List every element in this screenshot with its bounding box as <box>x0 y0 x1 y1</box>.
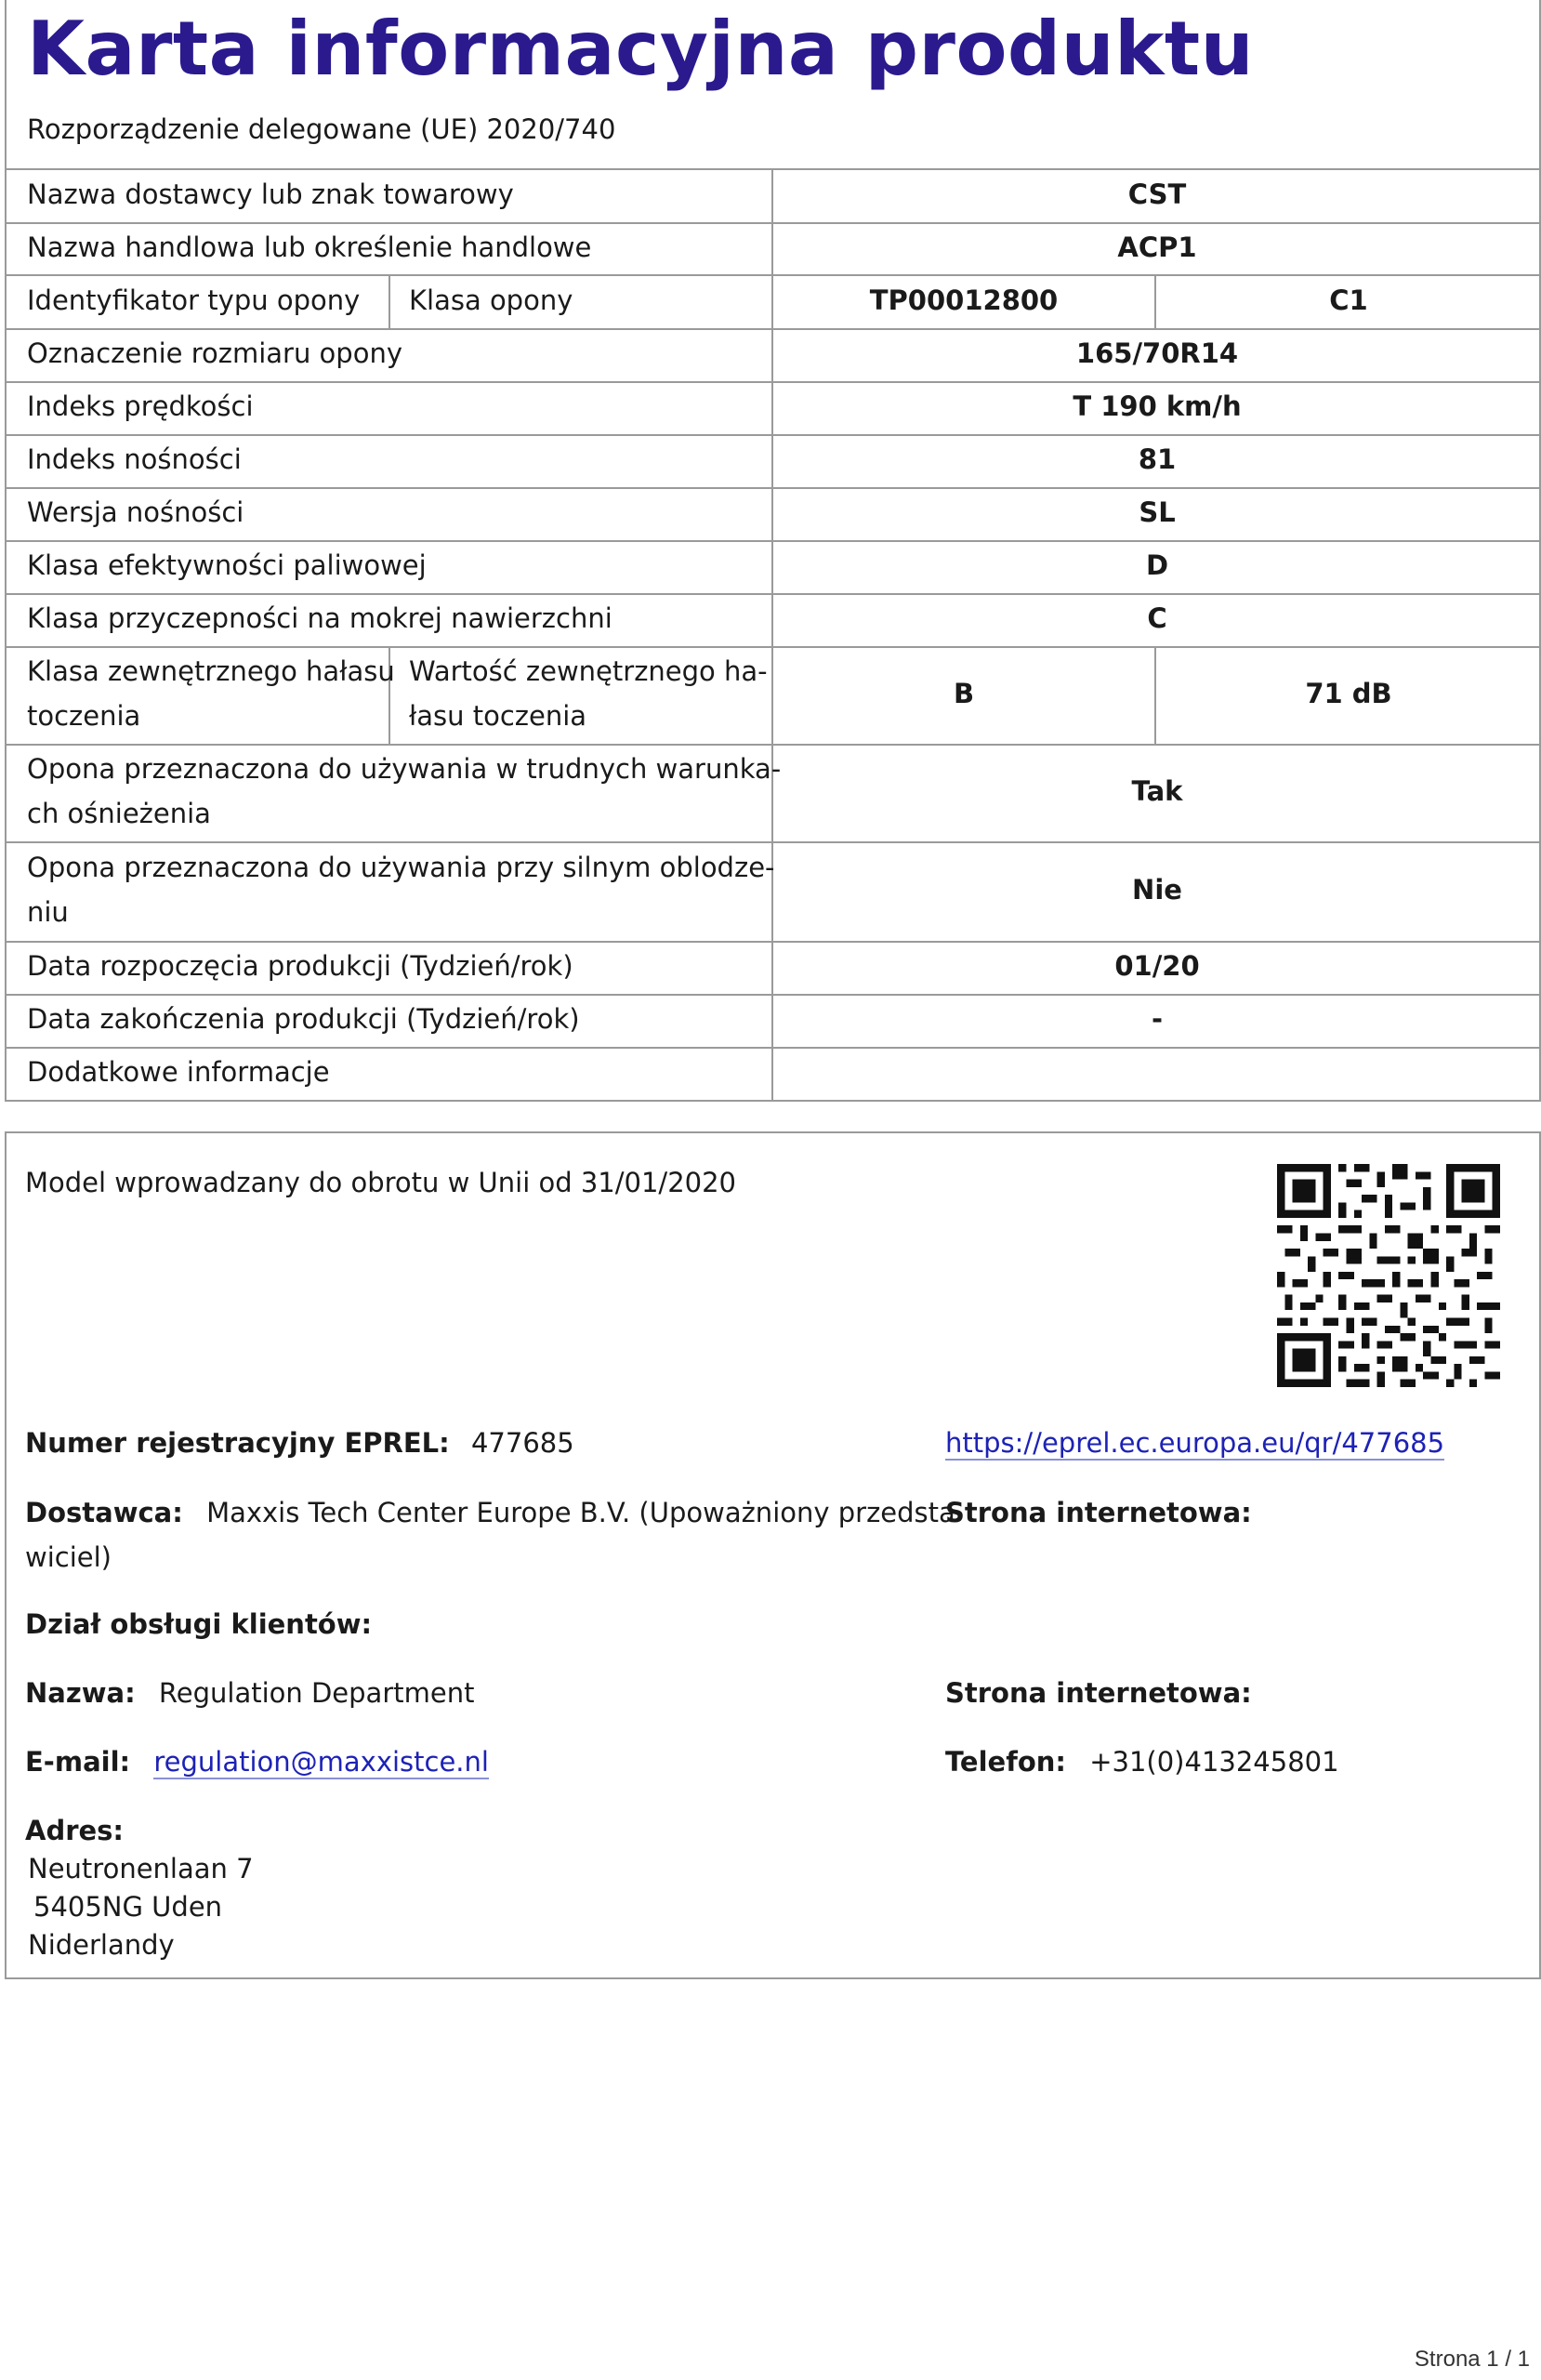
noise-value-label-line1: Wartość zewnętrznego ha- <box>409 655 768 687</box>
production-end-value: - <box>1151 1003 1164 1035</box>
production-start-value: 01/20 <box>1114 950 1200 982</box>
eprel-value: 477685 <box>470 1427 574 1459</box>
additional-info-label: Dodatkowe informacje <box>27 1056 330 1088</box>
load-value: 81 <box>1138 443 1177 475</box>
trade-name-label: Nazwa handlowa lub określenie handlowe <box>27 231 592 263</box>
name-row <box>25 1677 474 1709</box>
ice-label-line1: Opona przeznaczona do używania przy silnym oblodze- <box>27 852 775 883</box>
production-end-label: Data zakończenia produkcji (Tydzień/rok) <box>27 1003 580 1035</box>
type-id-label: Identyfikator typu opony <box>27 284 361 316</box>
eprel-row <box>25 1427 574 1459</box>
regulation-reference: Rozporządzenie delegowane (UE) 2020/740 <box>27 113 616 145</box>
email-row <box>25 1746 489 1778</box>
address-line-2: 5405NG Uden <box>33 1891 223 1923</box>
page-number: Strona 1 / 1 <box>1414 2347 1530 2372</box>
customer-service-label: Dział obsługi klientów: <box>25 1608 373 1640</box>
eprel-link-wrap <box>945 1427 1444 1459</box>
ice-value: Nie <box>1132 874 1182 906</box>
fuel-class-value: D <box>1145 549 1169 581</box>
divider <box>771 222 1539 224</box>
snow-label-line1: Opona przeznaczona do używania w trudnych warunka- <box>27 753 782 785</box>
eprel-link[interactable]: https://eprel.ec.europa.eu/qr/477685 <box>945 1427 1445 1459</box>
page-title: Karta informacyjna produktu <box>27 6 1255 92</box>
tyre-class-value: C1 <box>1329 284 1368 316</box>
name-value: Regulation Department <box>158 1677 475 1709</box>
name-label: Nazwa: <box>25 1677 136 1709</box>
model-intro: Model wprowadzany do obrotu w Unii od 31/01/2020 <box>25 1167 737 1198</box>
phone-label: Telefon: <box>945 1746 1066 1778</box>
address-label: Adres: <box>25 1815 125 1846</box>
speed-value: T 190 km/h <box>1073 390 1242 422</box>
ice-label-line2: niu <box>27 896 69 928</box>
supplier-row <box>25 1497 955 1528</box>
supplier-label: Nazwa dostawcy lub znak towarowy <box>27 178 514 210</box>
tyre-class-label: Klasa opony <box>409 284 573 316</box>
supplier-info-value-line1: Maxxis Tech Center Europe B.V. (Upoważniony przedsta <box>206 1497 955 1528</box>
qr-code[interactable] <box>1277 1164 1500 1387</box>
wet-grip-label: Klasa przyczepności na mokrej nawierzchni <box>27 602 612 634</box>
wet-grip-value: C <box>1147 602 1167 634</box>
email-label: E-mail: <box>25 1746 131 1778</box>
snow-label-line2: ch ośnieżenia <box>27 798 211 829</box>
type-id-value: TP00012800 <box>869 284 1059 316</box>
fuel-class-label: Klasa efektywności paliwowej <box>27 549 427 581</box>
address-line-3: Niderlandy <box>28 1929 175 1961</box>
size-value: 165/70R14 <box>1075 337 1239 369</box>
load-version-label: Wersja nośności <box>27 496 244 528</box>
email-link[interactable]: regulation@maxxistce.nl <box>153 1746 489 1778</box>
supplier-info-label: Dostawca: <box>25 1497 183 1528</box>
supplier-info-value-line2: wiciel) <box>25 1541 112 1573</box>
supplier-value: CST <box>1127 178 1187 210</box>
address-line-1: Neutronenlaan 7 <box>28 1853 254 1884</box>
website-label: Strona internetowa: <box>945 1497 1252 1528</box>
load-version-value: SL <box>1139 496 1176 528</box>
divider <box>7 222 771 224</box>
trade-name-value: ACP1 <box>1117 231 1197 263</box>
noise-class-value: B <box>953 678 975 709</box>
product-info-sheet <box>5 0 1541 1102</box>
speed-label: Indeks prędkości <box>27 390 254 422</box>
phone-row <box>945 1746 1339 1778</box>
noise-class-label-line1: Klasa zewnętrznego hałasu <box>27 655 395 687</box>
column-divider <box>389 274 390 328</box>
phone-value: +31(0)413245801 <box>1089 1746 1339 1778</box>
snow-value: Tak <box>1131 775 1183 807</box>
noise-db-value: 71 dB <box>1305 678 1392 709</box>
production-start-label: Data rozpoczęcia produkcji (Tydzień/rok) <box>27 950 573 982</box>
eprel-label: Numer rejestracyjny EPREL: <box>25 1427 450 1459</box>
noise-class-label-line2: toczenia <box>27 700 141 732</box>
website-label-2: Strona internetowa: <box>945 1677 1252 1709</box>
load-label: Indeks nośności <box>27 443 242 475</box>
noise-value-label-line2: łasu toczenia <box>409 700 587 732</box>
size-label: Oznaczenie rozmiaru opony <box>27 337 402 369</box>
